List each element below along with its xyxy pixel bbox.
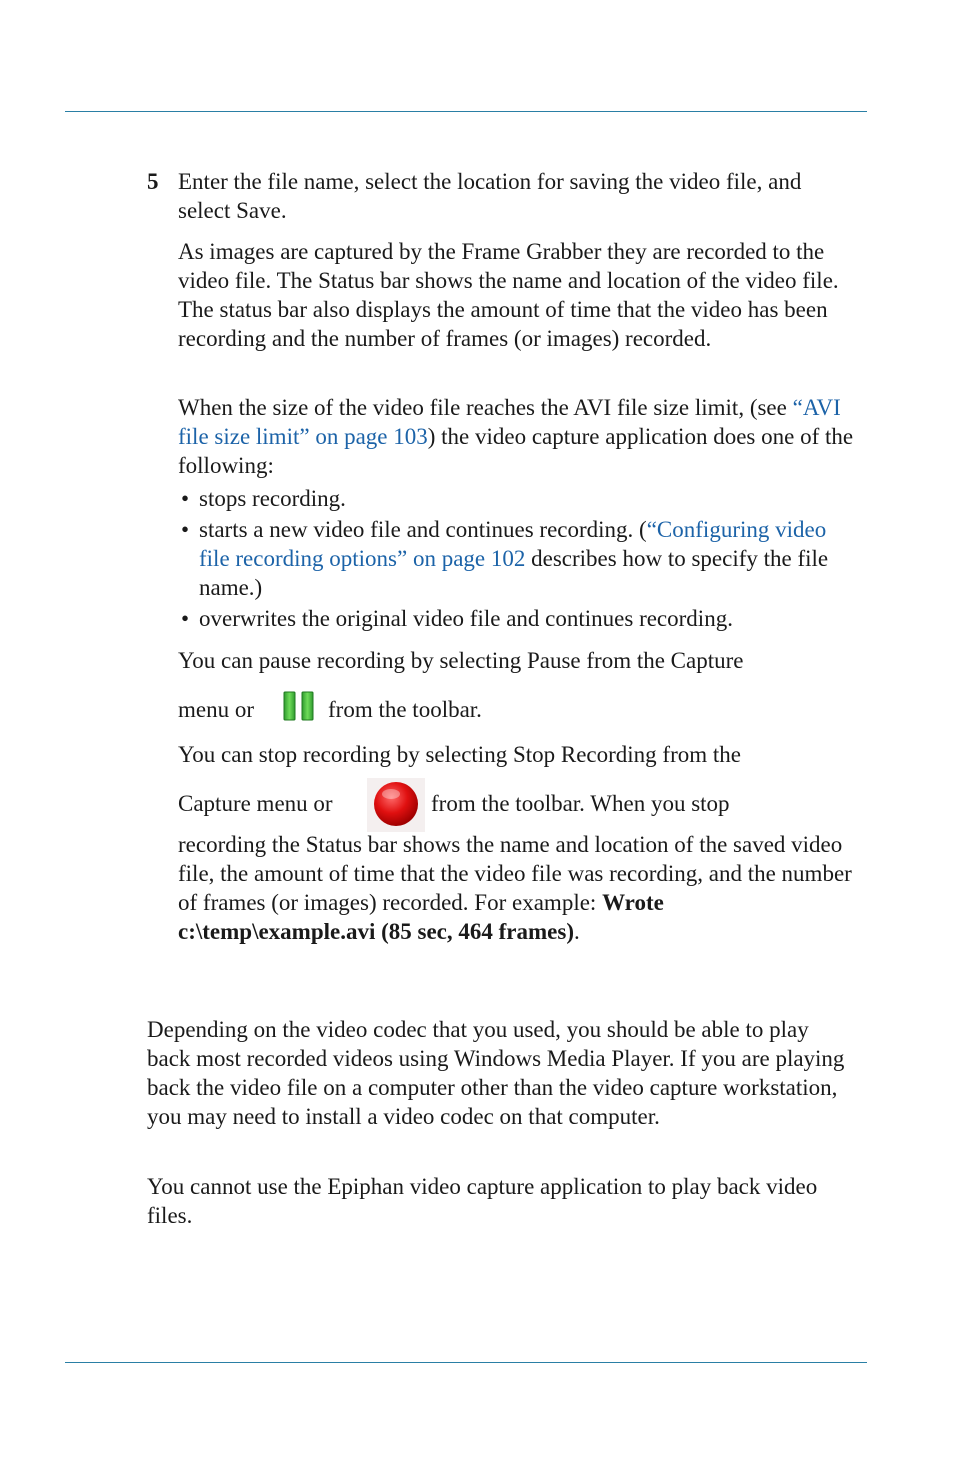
pause-icon [282,691,316,721]
list-item [178,515,858,602]
stop-paragraph-line1: You can stop recording by selecting Stop Recording from the [178,742,741,767]
list-item: • stops recording. [178,484,858,513]
pause-paragraph-line1: You can pause recording by selecting Pause from the Capture [178,648,744,673]
stop-paragraph-rest [178,830,858,946]
step-text: Enter the file name, select the location for saving the video file, and select Save. [178,169,802,223]
playback-paragraph-1: Depending on the video codec that you used, you should be able to play back most recorded videos using Windows Media Player. If you are playing back the video file on a computer other than the video capture workstation, you may need to install a video codec on that computer. [147,1017,845,1129]
stop-paragraph-after-icon: from the toolbar. When you stop [431,791,730,816]
recording-options-link[interactable]: “Configuring video file recording options” on page 102 [199,517,827,571]
size-limit-text-before: When the size of the video file reaches the AVI file size limit, (see [178,395,793,420]
avi-size-limit-link[interactable]: “AVI file size limit” on page 103 [178,395,841,449]
list-item-text-after: describes how to specify the file name.) [199,546,829,600]
capture-paragraph: As images are captured by the Frame Grabber they are recorded to the video file. The Status bar shows the name and location of the video file. The status bar also displays the amount of time that the video has been recording and the number of frames (or images) recorded. [178,239,839,351]
record-icon [367,778,425,832]
size-limit-paragraph [178,393,858,480]
pause-paragraph-after-icon: from the toolbar. [328,697,482,722]
stop-paragraph-text: recording the Status bar shows the name and location of the saved video file, the amount of time that the video file was recording, and the number of frames (or images) recorded. For example: [178,832,852,915]
step-number: 5 [147,169,159,194]
header-rule [65,111,867,112]
list-item-text-before: starts a new video file and continues recording. ( [199,517,647,542]
list-item: • overwrites the original video file and continues recording. [178,604,858,633]
size-limit-text-after: ) the video capture application does one of the following: [178,424,854,478]
playback-paragraph-2: You cannot use the Epiphan video capture application to play back video files. [147,1174,818,1228]
footer-rule [65,1362,867,1363]
pause-paragraph-before-icon: menu or [178,697,255,722]
example-status-text: Wrote c:\temp\example.avi (85 sec, 464 frames) [178,890,664,944]
options-list [178,484,858,635]
example-period: . [574,919,580,944]
stop-paragraph-before-icon: Capture menu or [178,791,333,816]
